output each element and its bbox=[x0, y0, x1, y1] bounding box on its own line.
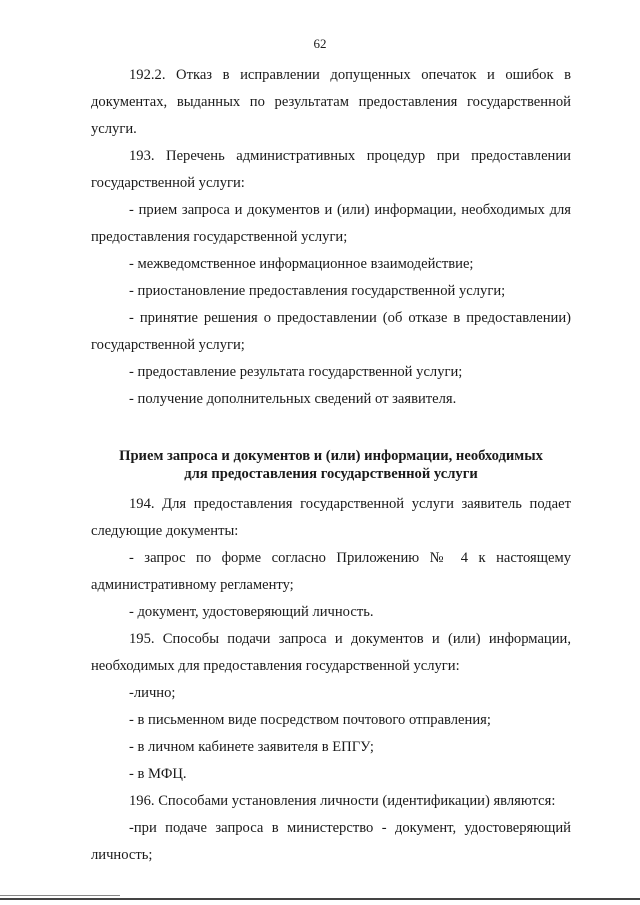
list-item: - в письменном виде посредством почтового отправления; bbox=[129, 712, 491, 728]
list-item: -при подаче запроса в министерство - документ, удостоверяющий личность; bbox=[91, 820, 571, 863]
list-item: - предоставление результата государственной услуги; bbox=[129, 364, 463, 380]
list-item: -лично; bbox=[129, 685, 176, 701]
document-body bbox=[91, 62, 571, 869]
section-heading-line-2: для предоставления государственной услуги bbox=[184, 466, 478, 482]
list-item: - в МФЦ. bbox=[129, 766, 187, 782]
paragraph-194: 194. Для предоставления государственной услуги заявитель подает следующие документы: bbox=[91, 496, 571, 539]
page-number: 62 bbox=[313, 36, 327, 51]
scan-edge-line bbox=[0, 895, 120, 896]
list-item: - получение дополнительных сведений от заявителя. bbox=[129, 391, 457, 407]
paragraph-192-2: 192.2. Отказ в исправлении допущенных опечаток и ошибок в документах, выданных по результатам предоставления государственной услуги. bbox=[91, 67, 571, 137]
scan-edge-border bbox=[0, 898, 640, 900]
section-heading bbox=[91, 447, 571, 483]
list-item: - документ, удостоверяющий личность. bbox=[129, 604, 374, 620]
paragraph-193: 193. Перечень административных процедур при предоставлении государственной услуги: bbox=[91, 148, 571, 191]
list-item: - запрос по форме согласно Приложению № 4 к настоящему административному регламенту; bbox=[91, 550, 571, 593]
list-item: - межведомственное информационное взаимодействие; bbox=[129, 256, 474, 272]
list-item: - принятие решения о предоставлении (об отказе в предоставлении) государственной услуги; bbox=[91, 310, 571, 353]
list-item: - приостановление предоставления государственной услуги; bbox=[129, 283, 506, 299]
paragraph-196: 196. Способами установления личности (идентификации) являются: bbox=[129, 793, 556, 809]
paragraph-195: 195. Способы подачи запроса и документов и (или) информации, необходимых для предоставления государственной услуги: bbox=[91, 631, 571, 674]
section-heading-line-1: Прием запроса и документов и (или) информации, необходимых bbox=[119, 448, 543, 464]
list-item: - в личном кабинете заявителя в ЕПГУ; bbox=[129, 739, 374, 755]
list-item: - прием запроса и документов и (или) информации, необходимых для предоставления государственной услуги; bbox=[91, 202, 571, 245]
